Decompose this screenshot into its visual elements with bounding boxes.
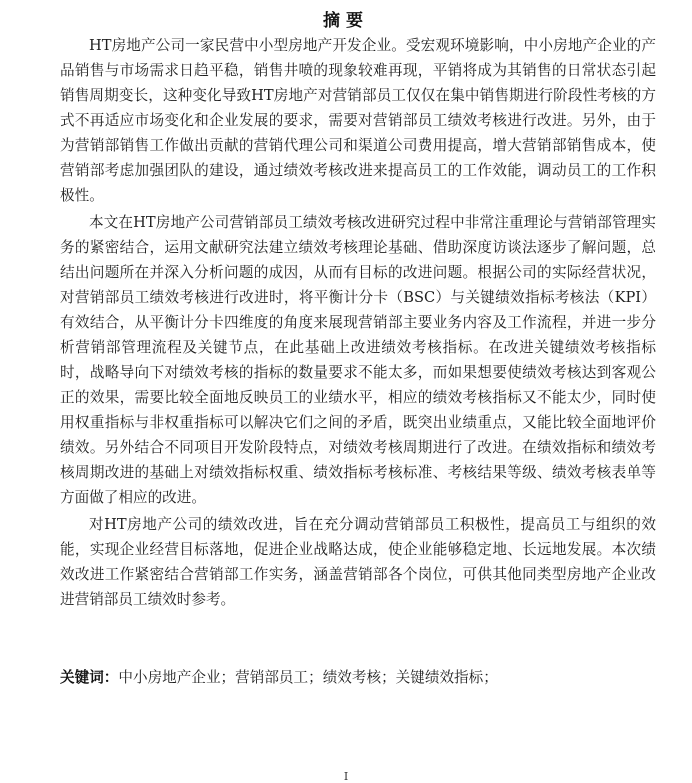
abstract-paragraph-2: 本文在HT房地产公司营销部员工绩效考核改进研究过程中非常注重理论与营销部管理实务的紧密结合，运用文献研究法建立绩效考核理论基础、借助深度访谈法逐步了解问题，总结出问题所在并深入分析问题的成因，从而有目标的改进问题。根据公司的实际经营状况，对营销部员工绩效考核进行改进时，将平衡计分卡（BSC）与关键绩效指标考核法（KPI）有效结合，从平衡计分卡四维度的角度来展现营销部主要业务内容及工作流程，并进一步分析营销部管理流程及关键节点，在此基础上改进绩效考核指标。在改进关键绩效考核指标时，战略导向下对绩效考核的指标的数量要求不能太多，而如果想要使绩效考核达到客观公正的效果，需要比较全面地反映员工的业绩水平，相应的绩效考核指标又不能太少，同时使用权重指标与非权重指标可以解决它们之间的矛盾，既突出业绩重点，又能比较全面地评价绩效。另外结合不同项目开发阶段特点，对绩效考核周期进行了改进。在绩效指标和绩效考核周期改进的基础上对绩效指标权重、绩效指标考核标准、考核结果等级、绩效考核表单等方面做了相应的改进。: [60, 214, 656, 506]
keywords-text: 中小房地产企业；营销部员工；绩效考核；关键绩效指标；: [118, 669, 498, 686]
abstract-paragraph-1: HT房地产公司一家民营中小型房地产开发企业。受宏观环境影响，中小房地产企业的产品销售与市场需求日趋平稳，销售井喷的现象较难再现，平销将成为其销售的日常状态引起销售周期变长，这种变化导致HT房地产对营销部员工仅仅在集中销售期进行阶段性考核的方式不再适应市场变化和企业发展的要求，需要对营销部员工绩效考核进行改进。另外，由于为营销部销售工作做出贡献的营销代理公司和渠道公司费用提高，增大营销部销售成本，使营销部考虑加强团队的建设，通过绩效考核改进来提高员工的工作效能，调动员工的工作积极性。: [60, 37, 656, 204]
abstract-title: 摘要: [323, 11, 369, 31]
abstract-paragraph-3: 对HT房地产公司的绩效改进，旨在充分调动营销部员工积极性，提高员工与组织的效能，实现企业经营目标落地，促进企业战略达成，使企业能够稳定地、长远地发展。本次绩效改进工作紧密结合营销部工作实务，涵盖营销部各个岗位，可供其他同类型房地产企业改进营销部员工绩效时参考。: [60, 516, 656, 608]
keywords-label: 关键词：: [60, 669, 119, 686]
abstract-body: [60, 33, 656, 614]
keywords-line: [60, 665, 656, 690]
page-number: I: [343, 770, 349, 783]
